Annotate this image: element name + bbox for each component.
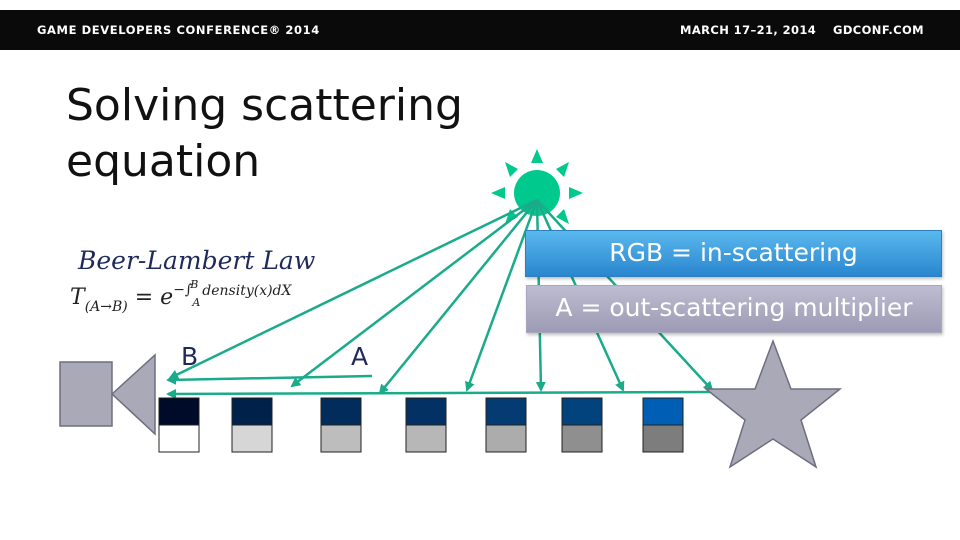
swatch-rgb [562, 398, 602, 425]
formula-lower-limit: A [192, 296, 201, 309]
view-ray-main [168, 392, 712, 394]
conference-dates: MARCH 17–21, 2014 [680, 23, 817, 37]
rgb-legend-box: RGB = in-scattering [525, 230, 942, 277]
swatch-rgb [321, 398, 361, 425]
formula-lhs-sub: (A→B) [84, 299, 128, 315]
sample-swatch [321, 398, 361, 452]
swatch-alpha [406, 425, 446, 452]
swatch-alpha [159, 425, 199, 452]
transmittance-formula [70, 278, 298, 315]
sample-swatch [643, 398, 683, 452]
view-ray-ab [168, 376, 372, 380]
conference-site: GDCONF.COM [833, 23, 925, 37]
sample-swatch [406, 398, 446, 452]
formula-equals: = e [134, 285, 174, 310]
swatch-alpha [321, 425, 361, 452]
formula-integrand: density(x)dX [202, 283, 292, 299]
view-rays [168, 376, 712, 394]
swatch-rgb [486, 398, 526, 425]
alpha-legend-box: A = out-scattering multiplier [526, 285, 942, 333]
law-name: Beer-Lambert Law [78, 246, 316, 275]
swatch-alpha [643, 425, 683, 452]
formula-exp-prefix: −∫ [173, 282, 193, 298]
swatch-alpha [232, 425, 272, 452]
point-a-label: A [351, 342, 369, 371]
sample-swatch [562, 398, 602, 452]
formula-upper-limit: B [190, 278, 199, 291]
point-b-label: B [181, 342, 199, 371]
sample-swatches [159, 398, 683, 452]
light-ray [380, 200, 537, 393]
conference-name: GAME DEVELOPERS CONFERENCE® 2014 [37, 23, 320, 37]
slide-title: Solving scattering equation [66, 80, 463, 187]
camera-icon [60, 355, 155, 434]
swatch-rgb [159, 398, 199, 425]
star-icon [706, 341, 840, 467]
swatch-rgb [643, 398, 683, 425]
swatch-rgb [406, 398, 446, 425]
swatch-alpha [486, 425, 526, 452]
formula-lhs: T [70, 285, 85, 310]
sample-swatch [232, 398, 272, 452]
sample-swatch [486, 398, 526, 452]
swatch-rgb [232, 398, 272, 425]
sample-swatch [159, 398, 199, 452]
light-ray [292, 200, 537, 386]
swatch-alpha [562, 425, 602, 452]
